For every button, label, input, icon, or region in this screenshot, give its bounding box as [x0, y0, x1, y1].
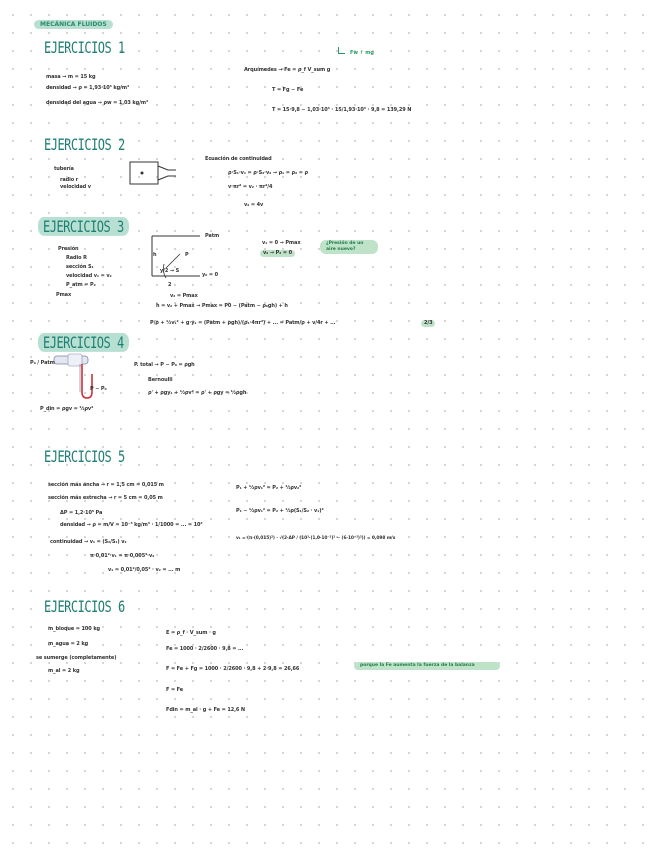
e4-bernoulli-title: Bernoulli [148, 377, 173, 383]
e5-given-dp: ΔP = 1,2·10⁵ Pa [60, 510, 103, 516]
e6-given-mal: m_al = 2 kg [48, 668, 80, 674]
e6-explanation-note: porque la Fe aumenta la fuerza de la balanza [354, 662, 500, 670]
force-arrow-icon [338, 47, 345, 54]
e3-line-2: h = v₂ + Pmax → Pmax = P0 − (Patm − ρ₀gh) + h [156, 303, 288, 309]
e5-given-continuity: continuidad → v₁ = (S₂/S₁) v₂ [50, 539, 127, 545]
e1-formula-archimedes: Arquímedes → Fe = ρ_f V_sum g [244, 67, 331, 73]
e3-given-patm: P_atm = P₂ [66, 282, 96, 288]
e5-v1-expr: v₁ = 0,01²/0,05² · v₂ = ... m [108, 567, 181, 573]
heading-ejercicio-3: EJERCICIOS 3 [38, 217, 129, 236]
topic-tag: MECÁNICA FLUIDOS [34, 20, 113, 29]
e2-given-pipe: tubería [54, 166, 74, 172]
e3-fig-h: h [153, 252, 157, 258]
e3-fig-patm: Patm [205, 233, 220, 239]
e3-given-radius: Radio R [66, 255, 87, 261]
heading-ejercicio-4: EJERCICIOS 4 [38, 333, 129, 352]
e5-substituted-eq: P₁ − ½ρv₁² = P₂ + ½ρ(S₁/S₂ · v₁)² [236, 508, 324, 514]
e3-line-3: P/ρ + ½v₁² + g·y₁ = (Patm + ρgh)/(ρ₁·4πr²) + ... = Patm/ρ + v/4r + ... [150, 320, 336, 326]
e3-fig-point-2: 2 [168, 282, 172, 288]
e3-line-1: v₂ = Pmax [170, 293, 198, 299]
e3-given-section: sección S₁ [66, 264, 94, 270]
e1-given-density: densidad → ρ = 1,93·10³ kg/m³ [46, 85, 130, 91]
e5-given-narrow: sección más estrecha → r = 5 cm = 0,05 m [48, 495, 163, 501]
e6-given-block: m_bloque = 100 kg [48, 626, 101, 632]
e2-continuity-eq: ρ·S₁·v₁ = ρ·S₂·v₂ → ρ₁ = ρ₂ = ρ [228, 170, 308, 176]
e5-bernoulli-eq: P₁ + ½ρv₁² = P₂ + ½ρv₂² [236, 485, 302, 491]
e2-given-radius: radio r [60, 177, 79, 183]
e2-area-eq: v·πr² = v₂ · πr²/4 [228, 184, 273, 190]
e6-given-submerged: se sumerge (completamente) [36, 655, 117, 661]
e2-continuity-title: Ecuación de continuidad [205, 156, 272, 162]
e1-given-mass: masa → m = 15 kg [46, 74, 96, 80]
e3-question-note: ¿Presión de un aire nuevo? [320, 240, 378, 254]
e4-fig-p0: P₀ / Patm [30, 360, 55, 366]
e1-sketch-label: Fw ↑ mg [350, 50, 374, 56]
e4-bernoulli-eq: ρ' + ρgy₁ + ½ρv² = ρ' + ρgy = ½ρgh [148, 390, 247, 396]
heading-ejercicio-6: EJERCICIOS 6 [44, 597, 125, 616]
e4-fig-pp0: P − P₀ [90, 386, 107, 392]
e6-force-equality: F = Fe [166, 687, 184, 693]
e3-answer: 2/3 [421, 320, 435, 327]
e3-given-pressure: Presión [58, 246, 79, 252]
heading-ejercicio-1: EJERCICIOS 1 [44, 38, 125, 57]
e3-fig-y0: y₀ = 0 [202, 272, 218, 278]
pipe-diagram [128, 160, 178, 190]
heading-ejercicio-5: EJERCICIOS 5 [44, 447, 125, 466]
e3-fig-section: y/2 → S [160, 268, 180, 274]
e1-given-water-density: densidad del agua → ρw = 1,03 kg/m³ [46, 100, 149, 106]
heading-ejercicio-2: EJERCICIOS 2 [44, 135, 125, 154]
e3-side-note-1: v₁ = 0 → Pmax [262, 240, 301, 246]
e3-side-note-2: v₂ → P₂ = 0 [260, 250, 295, 257]
e2-given-velocity: velocidad v [60, 184, 91, 190]
e5-area-eq: π·0,01²·v₁ = π·0,005²·v₂ [90, 553, 155, 559]
e5-given-density: densidad → ρ = m/V = 10⁻³ kg/m³ · 1/1000 = ... = 10³ [60, 522, 203, 528]
e3-given-pmax: Pmax [56, 292, 72, 298]
e2-result: v₂ = 4v [244, 202, 264, 208]
e6-final-result: Fdin = m_al · g + Fe = 12,6 N [166, 707, 246, 713]
e5-result: v₁ = (π·(0,015)²) · √(2·ΔP / (10³·(1,0·10⁻²)² − (6·10⁻³)²)) = 0,098 m/s [236, 536, 396, 541]
e4-dynamic-pressure: P_din = ρgv = ½ρv² [40, 406, 94, 412]
e1-formula-result: T = 15·9,8 − 1,03·10³ · 15/1,93·10³ · 9,8 = 139,29 N [272, 107, 412, 113]
e1-force-sketch [338, 47, 374, 57]
e6-force-total: F = Fe + Fg = 1000 · 2/2600 · 9,8 + 2·9,8 = 26,66 [166, 666, 300, 672]
e6-fe-calc: Fe = 1000 · 2/2600 · 9,8 = ... [166, 646, 244, 652]
e3-given-velocity: velocidad v₁ = v₂ [66, 273, 112, 279]
e6-buoyancy-eq: E = ρ_f · V_sum · g [166, 630, 216, 636]
tank-diagram [150, 232, 220, 290]
e5-given-wide: sección más ancha → r = 1,5 cm = 0,015 m [48, 482, 164, 488]
e4-total-pressure: P. total → P − P₀ = ρgh [134, 362, 195, 368]
e1-formula-tension: T = Fg − Fe [272, 87, 304, 93]
e6-given-water: m_agua = 2 kg [48, 641, 89, 647]
e3-fig-p: P [185, 252, 189, 258]
